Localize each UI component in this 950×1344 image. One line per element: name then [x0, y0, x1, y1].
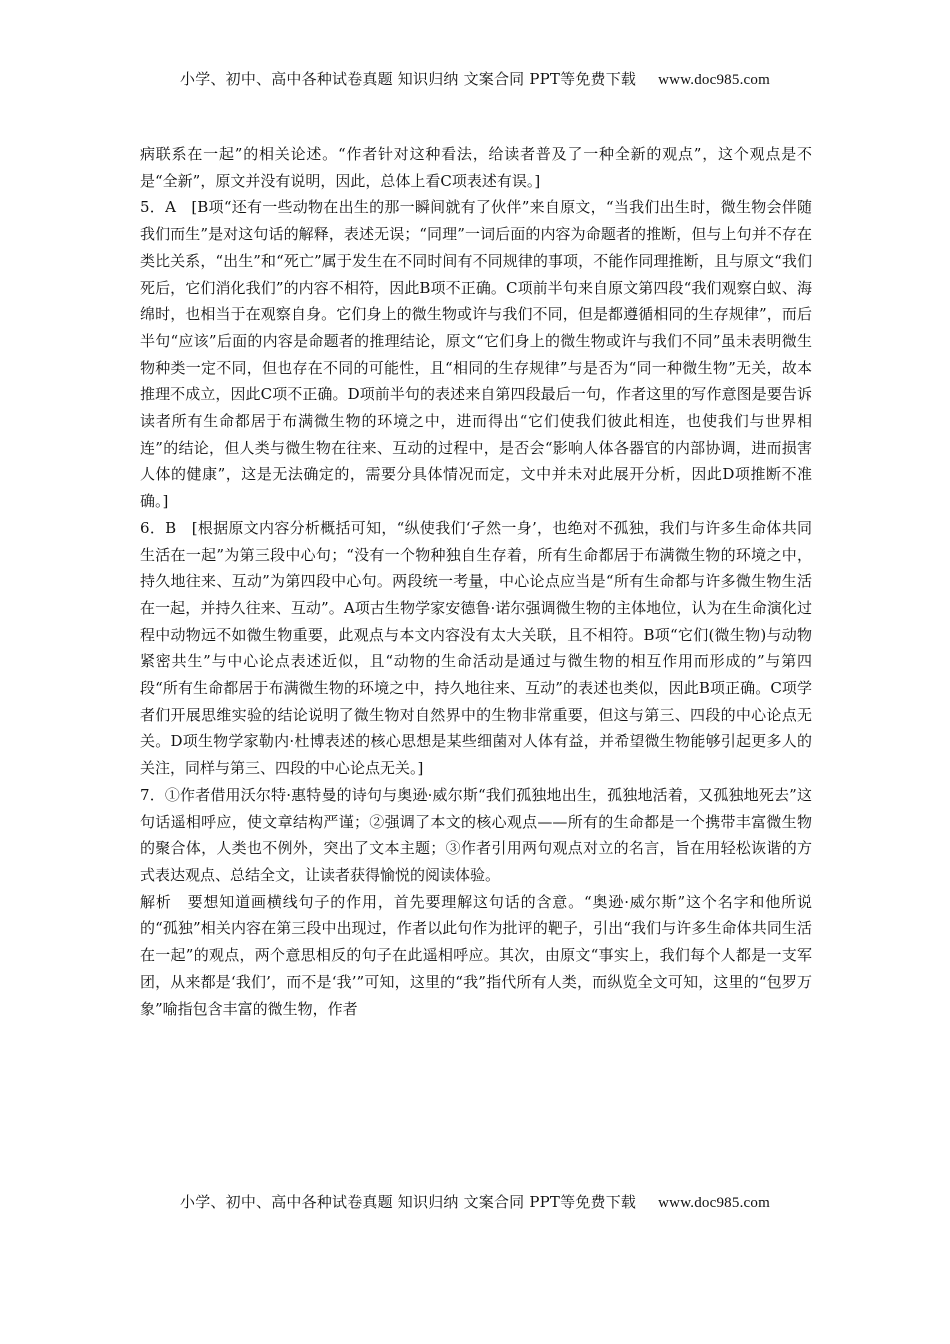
header-text: 小学、初中、高中各种试卷真题 知识归纳 文案合同 PPT等免费下载	[180, 70, 637, 88]
footer-site-link[interactable]: www.doc985.com	[658, 1195, 770, 1211]
answer-5: 5．A [B项“还有一些动物在出生的那一瞬间就有了伙伴”来自原文，“当我们出生时，微生物会伴随我们而生”是对这句话的解释，表述无误；“同理”一词后面的内容为命题者的推断，但与上句并不存在类比关系，“出生”和“死亡”属于发生在不同时间有不同规律的事项，不能作同理推断，且与原文“我们死后，它们消化我们”的内容不相符，因此B项不正确。C项前半句来自原文第四段“我们观察白蚁、海绵时，也相当于在观察自身。它们身上的微生物或许与我们不同，但是都遵循相同的生存规律”，而后半句“应该”后面的内容是命题者的推理结论，原文“它们身上的微生物或许与我们不同”虽未表明微生物种类一定不同，但也存在不同的可能性，且“相同的生存规律”与是否为“同一种微生物”无关，故本推理不成立，因此C项不正确。D项前半句的表述来自第四段最后一句，作者这里的写作意图是要告诉读者所有生命都居于布满微生物的环境之中，进而得出“它们使我们彼此相连，也使我们与世界相连”的结论，但人类与微生物在往来、互动的过程中，是否会“影响人体各器官的内部协调，进而损害人体的健康”，这是无法确定的，需要分具体情况而定，文中并未对此展开分析，因此D项推断不准确。]	[140, 198, 812, 511]
header-site-link[interactable]: www.doc985.com	[658, 72, 770, 88]
document-body	[140, 141, 812, 1022]
page-footer	[0, 1191, 950, 1212]
analysis-paragraph: 解析 要想知道画横线句子的作用，首先要理解这句话的含意。“奥逊·威尔斯”这个名字和他所说的“孤独”相关内容在第三段中出现过，作者以此句作为批评的靶子，引出“我们与许多生命体共同生活在一起”的观点，两个意思相反的句子在此遥相呼应。其次，由原文“事实上，我们每个人都是一支军团，从来都是‘我们’，而不是‘我’”可知，这里的“我”指代所有人类，而纵览全文可知，这里的“包罗万象”喻指包含丰富的微生物，作者	[140, 892, 812, 1018]
footer-text: 小学、初中、高中各种试卷真题 知识归纳 文案合同 PPT等免费下载	[180, 1193, 637, 1211]
page-header	[0, 68, 950, 89]
answer-7: 7．①作者借用沃尔特·惠特曼的诗句与奥逊·威尔斯“我们孤独地出生，孤独地活着，又孤独地死去”这句话遥相呼应，使文章结构严谨；②强调了本文的核心观点——所有的生命都是一个携带丰富微生物的聚合体，人类也不例外，突出了文本主题；③作者引用两句观点对立的名言，旨在用轻松诙谐的方式表达观点、总结全文，让读者获得愉悦的阅读体验。	[140, 785, 812, 884]
answer-6: 6．B [根据原文内容分析概括可知，“纵使我们‘孑然一身’，也绝对不孤独，我们与许多生命体共同生活在一起”为第三段中心句；“没有一个物种独自生存着，所有生命都居于布满微生物的环境之中，持久地往来、互动”为第四段中心句。两段统一考量，中心论点应当是“所有生命都与许多微生物生活在一起，并持久往来、互动”。A项古生物学家安德鲁·诺尔强调微生物的主体地位，认为在生命演化过程中动物远不如微生物重要，此观点与本文内容没有太大关联，且不相符。B项“它们(微生物)与动物紧密共生”与中心论点表述近似，且“动物的生命活动是通过与微生物的相互作用而形成的”与第四段“所有生命都居于布满微生物的环境之中，持久地往来、互动”的表述也类似，因此B项正确。C项学者们开展思维实验的结论说明了微生物对自然界中的生物非常重要，但这与第三、四段的中心论点无关。D项生物学家勒内·杜博表述的核心思想是某些细菌对人体有益，并希望微生物能够引起更多人的关注，同样与第三、四段的中心论点无关。]	[140, 518, 812, 778]
paragraph-continuation: 病联系在一起”的相关论述。“作者针对这种看法，给读者普及了一种全新的观点”，这个观点是不是“全新”，原文并没有说明，因此，总体上看C项表述有误。]	[140, 145, 812, 190]
